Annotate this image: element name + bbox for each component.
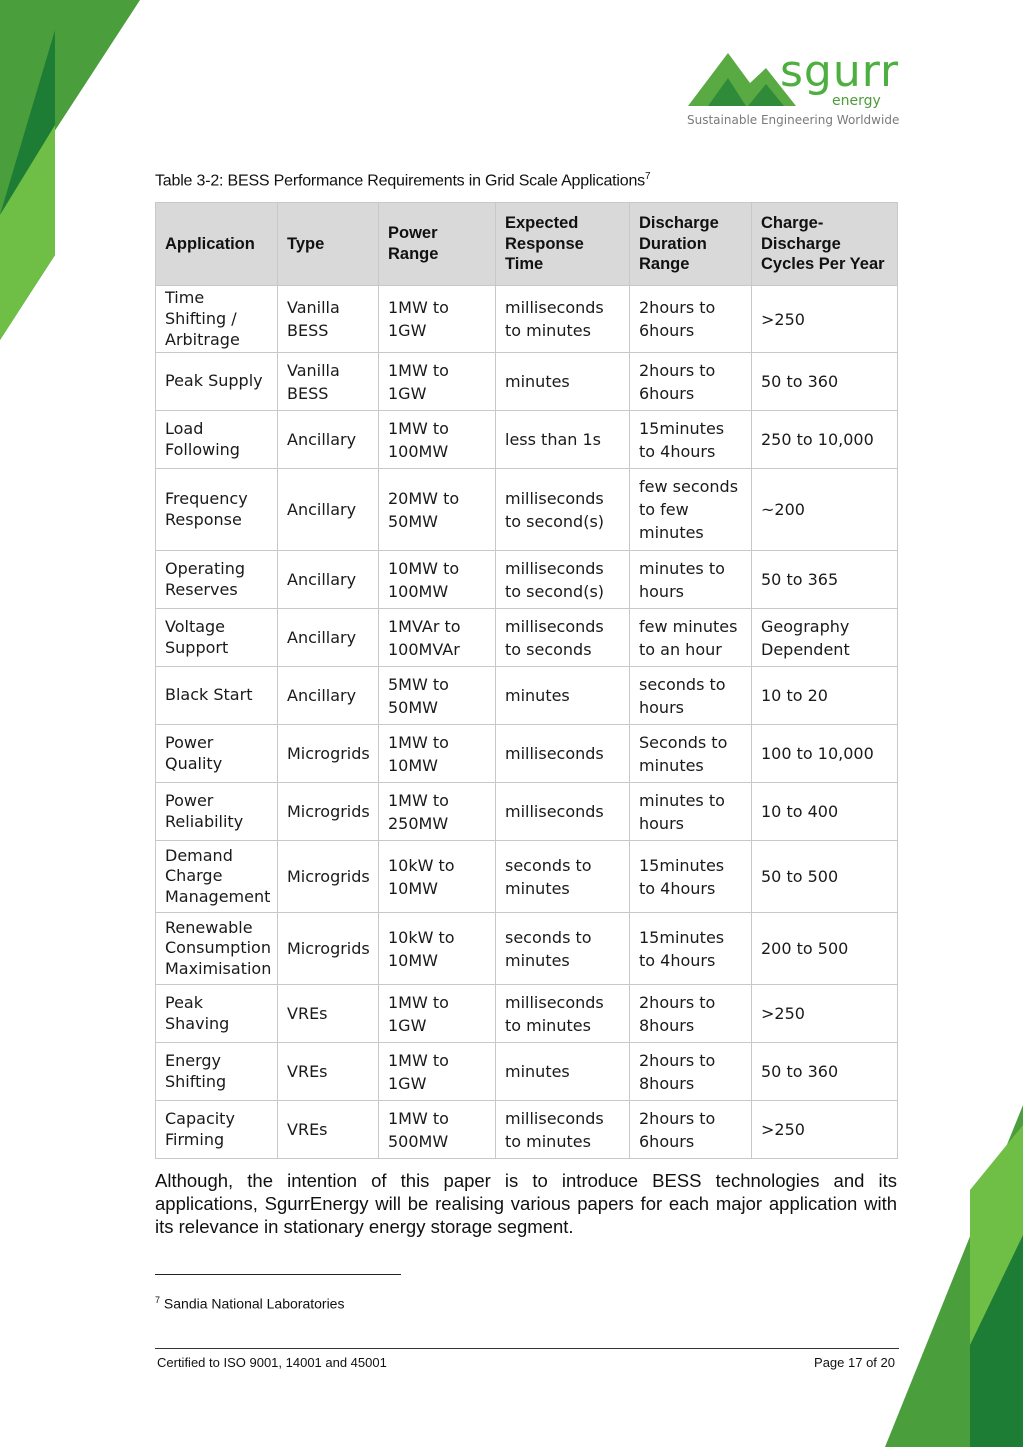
corner-decoration-bottom-right: [880, 1105, 1023, 1447]
cell-type: Vanilla BESS: [278, 286, 379, 353]
table-row: [156, 985, 898, 1043]
cell-discharge-duration: minutes to hours: [630, 783, 752, 841]
cell-response-time: minutes: [496, 1043, 630, 1101]
cell-cycles-per-year: 50 to 360: [752, 353, 898, 411]
cell-application: Load Following: [156, 411, 278, 469]
cell-power-range: 20MW to 50MW: [379, 469, 496, 551]
cell-type: Ancillary: [278, 411, 379, 469]
footnote: [155, 1295, 344, 1312]
table-row: [156, 469, 898, 551]
cell-application: Capacity Firming: [156, 1101, 278, 1159]
footnote-reference: 7: [644, 171, 651, 182]
cell-application: Frequency Response: [156, 469, 278, 551]
cell-application: Power Quality: [156, 725, 278, 783]
cell-discharge-duration: 2hours to 6hours: [630, 286, 752, 353]
cell-cycles-per-year: >250: [752, 1101, 898, 1159]
logo-subword: energy: [832, 93, 881, 109]
cell-power-range: 1MW to 1GW: [379, 353, 496, 411]
table-row: [156, 1101, 898, 1159]
cell-response-time: milliseconds: [496, 725, 630, 783]
cell-cycles-per-year: 10 to 20: [752, 667, 898, 725]
cell-power-range: 1MW to 1GW: [379, 985, 496, 1043]
table-header-row: [156, 203, 898, 286]
cell-cycles-per-year: 10 to 400: [752, 783, 898, 841]
cell-cycles-per-year: 50 to 500: [752, 841, 898, 913]
cell-response-time: milliseconds to second(s): [496, 551, 630, 609]
footnote-text: Sandia National Laboratories: [163, 1295, 345, 1312]
table-row: [156, 913, 898, 985]
table-row: [156, 841, 898, 913]
table-row: [156, 783, 898, 841]
cell-type: Microgrids: [278, 725, 379, 783]
cell-discharge-duration: 2hours to 6hours: [630, 1101, 752, 1159]
cell-type: Microgrids: [278, 783, 379, 841]
cell-discharge-duration: seconds to hours: [630, 667, 752, 725]
body-paragraph: Although, the intention of this paper is to introduce BESS technologies and its applications, SgurrEnergy will be realising various papers for each major application with its relevance in stationary energy storage segment.: [155, 1170, 897, 1237]
cell-power-range: 1MW to 1GW: [379, 1043, 496, 1101]
table-caption: [155, 171, 650, 190]
cell-power-range: 1MVAr to 100MVAr: [379, 609, 496, 667]
cell-power-range: 5MW to 50MW: [379, 667, 496, 725]
cell-response-time: minutes: [496, 353, 630, 411]
cell-response-time: milliseconds to minutes: [496, 1101, 630, 1159]
cell-type: Ancillary: [278, 551, 379, 609]
cell-application: Peak Supply: [156, 353, 278, 411]
cell-discharge-duration: 15minutes to 4hours: [630, 913, 752, 985]
header-response-time: Expected Response Time: [496, 203, 630, 286]
cell-discharge-duration: 2hours to 8hours: [630, 1043, 752, 1101]
cell-discharge-duration: 15minutes to 4hours: [630, 841, 752, 913]
logo-wordmark: sgurr: [780, 46, 900, 97]
cell-cycles-per-year: 250 to 10,000: [752, 411, 898, 469]
header-type: Type: [278, 203, 379, 286]
cell-type: VREs: [278, 985, 379, 1043]
cell-response-time: minutes: [496, 667, 630, 725]
cell-cycles-per-year: 50 to 365: [752, 551, 898, 609]
cell-power-range: 1MW to 1GW: [379, 286, 496, 353]
footer-certification: Certified to ISO 9001, 14001 and 45001: [157, 1355, 387, 1370]
corner-decoration-top-left: [0, 0, 145, 345]
logo-tagline: Sustainable Engineering Worldwide: [687, 113, 900, 127]
cell-application: Peak Shaving: [156, 985, 278, 1043]
cell-cycles-per-year: >250: [752, 286, 898, 353]
cell-power-range: 1MW to 100MW: [379, 411, 496, 469]
header-discharge-duration: Discharge Duration Range: [630, 203, 752, 286]
header-power-range: Power Range: [379, 203, 496, 286]
cell-cycles-per-year: >250: [752, 985, 898, 1043]
cell-cycles-per-year: 200 to 500: [752, 913, 898, 985]
table-body: [156, 286, 898, 1159]
cell-response-time: milliseconds to minutes: [496, 286, 630, 353]
cell-power-range: 10kW to 10MW: [379, 913, 496, 985]
cell-application: Energy Shifting: [156, 1043, 278, 1101]
cell-type: Ancillary: [278, 609, 379, 667]
bess-requirements-table: [155, 202, 898, 1159]
cell-type: VREs: [278, 1043, 379, 1101]
cell-response-time: less than 1s: [496, 411, 630, 469]
header-application: Application: [156, 203, 278, 286]
cell-type: Ancillary: [278, 469, 379, 551]
cell-application: Demand Charge Management: [156, 841, 278, 913]
cell-discharge-duration: Seconds to minutes: [630, 725, 752, 783]
footnote-number: 7: [155, 1295, 161, 1305]
cell-cycles-per-year: 100 to 10,000: [752, 725, 898, 783]
table-row: [156, 667, 898, 725]
cell-response-time: seconds to minutes: [496, 841, 630, 913]
footer-page-number: Page 17 of 20: [814, 1355, 895, 1370]
cell-cycles-per-year: Geography Dependent: [752, 609, 898, 667]
cell-discharge-duration: few minutes to an hour: [630, 609, 752, 667]
cell-power-range: 1MW to 500MW: [379, 1101, 496, 1159]
cell-discharge-duration: few seconds to few minutes: [630, 469, 752, 551]
table-row: [156, 551, 898, 609]
cell-response-time: milliseconds to seconds: [496, 609, 630, 667]
cell-cycles-per-year: 50 to 360: [752, 1043, 898, 1101]
cell-response-time: seconds to minutes: [496, 913, 630, 985]
cell-power-range: 1MW to 10MW: [379, 725, 496, 783]
header-cycles-per-year: Charge-Discharge Cycles Per Year: [752, 203, 898, 286]
cell-power-range: 10MW to 100MW: [379, 551, 496, 609]
cell-application: Operating Reserves: [156, 551, 278, 609]
cell-discharge-duration: 2hours to 8hours: [630, 985, 752, 1043]
table-row: [156, 1043, 898, 1101]
cell-application: Power Reliability: [156, 783, 278, 841]
cell-application: Black Start: [156, 667, 278, 725]
cell-power-range: 1MW to 250MW: [379, 783, 496, 841]
cell-discharge-duration: 15minutes to 4hours: [630, 411, 752, 469]
table-caption-text: Table 3-2: BESS Performance Requirements in Grid Scale Applications: [155, 172, 645, 190]
footer-divider: [155, 1348, 899, 1349]
cell-application: Voltage Support: [156, 609, 278, 667]
cell-response-time: milliseconds to second(s): [496, 469, 630, 551]
table-row: [156, 353, 898, 411]
cell-type: Microgrids: [278, 913, 379, 985]
table-row: [156, 286, 898, 353]
cell-type: VREs: [278, 1101, 379, 1159]
footnote-divider: [155, 1274, 401, 1275]
cell-response-time: milliseconds: [496, 783, 630, 841]
cell-application: Time Shifting / Arbitrage: [156, 286, 278, 353]
cell-discharge-duration: 2hours to 6hours: [630, 353, 752, 411]
cell-response-time: milliseconds to minutes: [496, 985, 630, 1043]
cell-application: Renewable Consumption Maximisation: [156, 913, 278, 985]
table-row: [156, 609, 898, 667]
cell-cycles-per-year: ~200: [752, 469, 898, 551]
cell-type: Microgrids: [278, 841, 379, 913]
cell-discharge-duration: minutes to hours: [630, 551, 752, 609]
cell-type: Vanilla BESS: [278, 353, 379, 411]
table-row: [156, 411, 898, 469]
cell-power-range: 10kW to 10MW: [379, 841, 496, 913]
cell-type: Ancillary: [278, 667, 379, 725]
table-row: [156, 725, 898, 783]
